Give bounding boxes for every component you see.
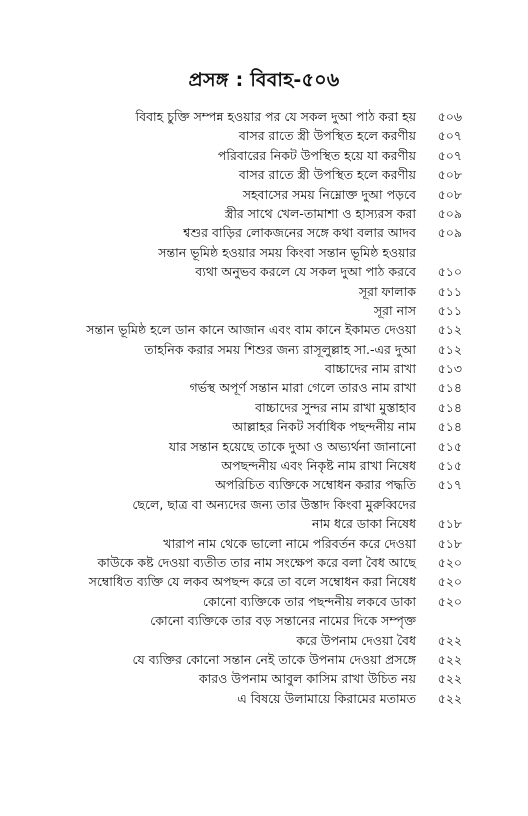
toc-entry-text: সন্তান ভূমিষ্ঠ হলে ডান কানে আজান এবং বাম কানে ইকামত দেওয়া [86,322,416,338]
toc-entry [70,650,462,669]
toc-entry [70,126,462,145]
toc-entry-text: বিবাহ চুক্তি সম্পন্ন হওয়ার পর যে সকল দুআ পাঠ করা হয় [135,109,416,124]
toc-entry-text: শ্বশুর বাড়ির লোকজনের সঙ্গে কথা বলার আদব [183,225,416,241]
toc-entry-text: খারাপ নাম থেকে ভালো নামে পরিবর্তন করে দেওয়া [163,535,416,551]
toc-entry [70,417,462,436]
toc-page-number: ৫২২ [437,690,462,706]
toc-entry [70,475,462,494]
toc-entry-text: ব্যথা অনুভব করলে যে সকল দুআ পাঠ করবে [195,264,416,280]
toc-entry [70,262,462,281]
toc-entry [70,282,462,301]
toc-entry-text: সন্তান ভূমিষ্ঠ হওয়ার সময় কিংবা সন্তান ভূমিষ্ঠ হওয়ার [158,244,416,260]
toc-entry [70,185,462,204]
toc-entry [70,592,462,611]
toc-page-number: ৫০৯ [437,205,462,221]
toc-entry-text: নাম ধরে ডাকা নিষেধ [311,516,416,532]
toc-page-number: ৫১২ [437,322,462,338]
toc-page-number: ৫২০ [437,593,462,609]
toc-entry [70,514,462,533]
toc-entry-text: পরিবারের নিকট উপস্থিত হয়ে যা করণীয় [217,147,416,163]
toc-entry [70,669,462,688]
toc-page-number: ৫০৯ [437,225,462,241]
toc-entry [70,301,462,320]
toc-entry-text: সম্বোধিত ব্যক্তি যে লকব অপছন্দ করে তা বলে সম্বোধন করা নিষেধ [88,574,416,590]
toc-entry-text: বাচ্চাদের সুন্দর নাম রাখা মুস্তাহাব [255,399,416,415]
toc-page-number: ৫১৪ [437,419,462,435]
toc-page-number: ৫১৮ [437,535,462,551]
toc-entry-text: স্ত্রীর সাথে খেল-তামাশা ও হাস্যরস করা [224,205,416,221]
toc-page-number: ৫১৪ [437,399,462,415]
toc-page-number: ৫২২ [437,651,462,667]
toc-page-number: ৫১৫ [437,438,462,454]
toc-entry-text: অপরিচিত ব্যক্তিকে সম্বোধন করার পদ্ধতি [215,477,416,493]
toc-page-number: ৫১১ [437,302,462,318]
toc-entry-text: কোনো ব্যক্তিকে তার বড় সন্তানের নামের দিকে সম্পৃক্ত [150,613,416,629]
toc-entry [70,340,462,359]
toc-entry-first-line [70,243,462,262]
toc-entry-text: তাহনিক করার সময় শিশুর জন্য রাসূলুল্লাহ সা.-এর দুআ [144,341,416,357]
toc-entry-text: কারও উপনাম আবুল কাসিম রাখা উচিত নয় [198,671,416,687]
table-of-contents [70,107,462,708]
toc-entry-text: বাচ্চাদের নাম রাখা [324,361,416,377]
toc-page-number: ৫১৮ [437,516,462,532]
toc-page-number: ৫২২ [437,671,462,687]
toc-page-number: ৫০৮ [437,167,462,183]
toc-entry-text: গর্ভস্থ অপূর্ণ সন্তান মারা গেলে তারও নাম রাখা [189,380,416,396]
toc-page-number: ৫১৫ [437,458,462,474]
toc-entry-text: সূরা ফালাক [358,283,416,299]
toc-entry-text: বাসর রাতে স্ত্রী উপস্থিত হলে করণীয় [238,167,416,183]
toc-page-number: ৫০৭ [437,128,462,144]
toc-entry-text: এ বিষয়ে উলামায়ে কিরামের মতামত [237,690,416,706]
toc-entry-text: আল্লাহর নিকট সর্বাধিক পছন্দনীয় নাম [232,419,416,435]
toc-entry [70,572,462,591]
toc-page-number: ৫১৩ [437,361,462,377]
toc-entry-text: যার সন্তান হয়েছে তাকে দুআ ও অভ্যর্থনা জানানো [168,438,416,454]
toc-entry [70,146,462,165]
toc-page-number: ৫০৮ [437,186,462,202]
toc-entry [70,456,462,475]
toc-page-number: ৫০৭ [437,147,462,163]
toc-entry [70,107,462,126]
toc-page-number: ৫২০ [437,574,462,590]
toc-entry-text: কোনো ব্যক্তিকে তার পছন্দনীয় লকবে ডাকা [202,593,416,609]
toc-page-number: ৫১০ [437,264,462,280]
toc-page-number: ৫২২ [437,632,462,648]
toc-entry-first-line [70,495,462,514]
toc-entry-text: যে ব্যক্তির কোনো সন্তান নেই তাকে উপনাম দেওয়া প্রসঙ্গে [132,651,416,667]
toc-page-number: ৫১৭ [437,477,462,493]
toc-entry-text: ছেলে, ছাত্র বা অন্যদের জন্য তার উস্তাদ কিংবা মুরুব্বিদের [132,496,416,512]
toc-entry [70,359,462,378]
toc-entry [70,689,462,708]
toc-entry [70,223,462,242]
toc-entry [70,378,462,397]
toc-entry [70,165,462,184]
toc-entry-text: করে উপনাম দেওয়া বৈধ [296,632,416,648]
toc-entry [70,204,462,223]
toc-page-number: ৫১২ [437,341,462,357]
toc-page-number: ৫২০ [437,554,462,570]
toc-entry-text: বাসর রাতে স্ত্রী উপস্থিত হলে করণীয় [238,128,416,144]
toc-page-number: ৫১১ [437,283,462,299]
toc-entry [70,553,462,572]
toc-entry [70,320,462,339]
toc-entry-text: অপছন্দনীয় এবং নিকৃষ্ট নাম রাখা নিষেধ [221,458,416,474]
toc-entry-text: কাউকে কষ্ট দেওয়া ব্যতীত তার নাম সংক্ষেপ করে বলা বৈধ আছে [97,554,416,570]
toc-entry [70,437,462,456]
toc-entry-text: সহবাসের সময় নিম্নোক্ত দুআ পড়বে [242,186,416,202]
toc-page-number: ৫০৬ [437,109,462,124]
toc-entry-text: সূরা নাস [373,302,416,318]
page-title: প্রসঙ্গ : বিবাহ-৫০৬ [188,69,340,91]
toc-entry [70,534,462,553]
toc-entry-first-line [70,611,462,630]
toc-page-number: ৫১৪ [437,380,462,396]
toc-entry [70,398,462,417]
toc-entry [70,631,462,650]
